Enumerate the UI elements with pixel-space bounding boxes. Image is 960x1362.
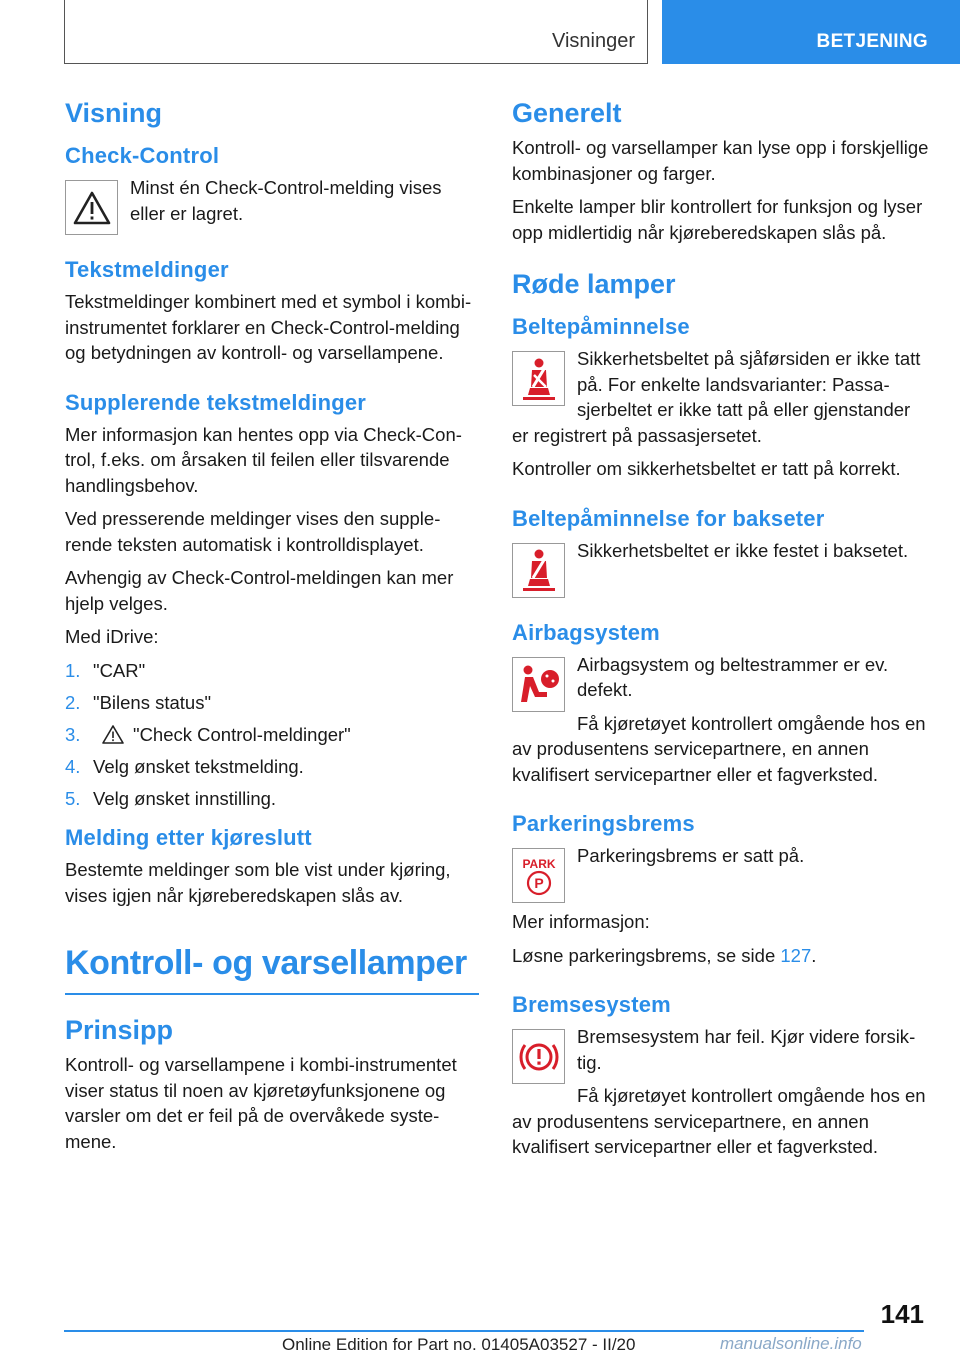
prinsipp-text: Kontroll- og varsellampene i kombi-instrumentet viser status til noen av kjøretøyfunksjonene og varsler om det er feil på de overvåkede systemene. xyxy=(65,1054,457,1152)
warning-triangle-icon xyxy=(65,180,118,235)
heading-visning: Visning xyxy=(65,98,163,128)
supplerende-p1: Mer informasjon kan hentes opp via Check-Control, f.eks. om årsaken til feilen eller tilsvarende handlingsbehov. xyxy=(65,423,462,496)
park-icon-label: PARK xyxy=(521,856,556,871)
right-column xyxy=(512,98,930,1168)
footer-rule xyxy=(64,1330,864,1332)
footer-watermark: manualsonline.info xyxy=(720,1334,862,1353)
brems-p2: Få kjøretøyet kontrollert omgående hos en av produsentens servicepartnere, en annen kvalifisert servicepartner eller et fagverksted. xyxy=(512,1085,926,1157)
page-number: 141 xyxy=(880,1299,924,1329)
heading-supplerende: Supplerende tekstmeldinger xyxy=(65,389,367,415)
supplerende-p4: Med iDrive: xyxy=(65,626,159,647)
heading-bremsesystem: Bremsesystem xyxy=(512,992,671,1017)
heading-airbagsystem: Airbagsystem xyxy=(512,619,660,645)
list-item: 2. "Bilens status" xyxy=(65,691,212,713)
heading-prinsipp: Prinsipp xyxy=(65,1015,174,1045)
tekstmeldinger-text: Tekstmeldinger kombinert med et symbol i kombi-instrumentet forklarer en Check-Control-melding og betydningen av kontroll- og varsellampene. xyxy=(65,291,472,363)
belte-bak-row xyxy=(512,538,930,604)
parking-brake-icon xyxy=(512,848,565,903)
seatbelt-icon xyxy=(512,351,565,406)
heading-tekstmeldinger: Tekstmeldinger xyxy=(65,257,229,282)
supplerende-p2: Ved presserende meldinger vises den supplerende teksten automatisk i kontrolldisplayet. xyxy=(65,508,441,555)
heading-beltepaminnelse-bakseter: Beltepåminnelse for bakseter xyxy=(512,505,825,531)
park-row xyxy=(512,843,930,909)
belte-bak-text: Sikkerhetsbeltet er ikke festet i baksetet. xyxy=(577,539,909,561)
generelt-p1: Kontroll- og varsellamper kan lyse opp i forskjellige kombinasjoner og farger. xyxy=(512,137,929,184)
heading-melding-etter: Melding etter kjøreslutt xyxy=(65,825,312,850)
page-link-127[interactable]: 127 xyxy=(780,944,812,966)
heading-rode-lamper: Røde lamper xyxy=(512,269,676,299)
header-chapter: BETJENING xyxy=(816,31,928,52)
belte-row xyxy=(512,346,930,456)
airbag-p2: Få kjøretøyet kontrollert omgående hos en av produsentens servicepartnere, en annen kvalifisert servicepartner eller et fagverksted. xyxy=(512,712,926,785)
generelt-p2: Enkelte lamper blir kontrollert for funksjon og lyser opp midlertidig når kjøreberedskapen slås på. xyxy=(512,196,923,243)
park-p3: Løsne parkeringsbrems, se side 127. xyxy=(512,944,817,966)
airbag-p1: Airbagsystem og beltestrammer er ev. defekt. xyxy=(577,653,889,700)
airbag-icon xyxy=(512,657,565,712)
belte-p1: Sikkerhetsbeltet på sjåførsiden er ikke tatt på. For enkelte landsvarianter: Passasjerbeltet er ikke tatt på eller gjenstander er registrert på passasjersetet. xyxy=(512,348,921,446)
svg-text:P: P xyxy=(533,874,544,891)
heading-parkeringsbrems: Parkeringsbrems xyxy=(512,811,695,836)
heading-beltepaminnelse: Beltepåminnelse xyxy=(512,314,690,339)
heading-kontroll-varsellamper: Kontroll- og varsellamper xyxy=(65,944,467,982)
list-item: 3. "Check Control-meldinger" xyxy=(65,723,351,745)
heading-generelt: Generelt xyxy=(512,98,622,128)
check-control-row xyxy=(65,175,479,241)
supplerende-p3: Avhengig av Check-Control-meldingen kan mer hjelp velges. xyxy=(65,567,454,614)
airbag-row xyxy=(512,652,930,796)
section-rule xyxy=(65,993,479,995)
list-item: 4. Velg ønsket tekstmelding. xyxy=(65,755,304,777)
list-item: 1. "CAR" xyxy=(65,659,146,681)
heading-check-control: Check-Control xyxy=(65,143,220,168)
brems-row xyxy=(512,1024,930,1168)
list-item: 5. Velg ønsket innstilling. xyxy=(65,787,277,809)
brems-p1: Bremsesystem har feil. Kjør videre forsiktig. xyxy=(577,1026,916,1073)
header-section: Visninger xyxy=(551,30,635,52)
footer-edition: Online Edition for Part no. 01405A03527 - II/20 xyxy=(282,1335,636,1354)
belte-p2: Kontroller om sikkerhetsbeltet er tatt på korrekt. xyxy=(512,458,901,479)
warning-triangle-small-icon xyxy=(101,724,125,745)
left-column xyxy=(65,98,479,1162)
header-chapter-tab xyxy=(662,0,960,64)
melding-text: Bestemte meldinger som ble vist under kjøring, vises igjen når kjøreberedskapen slås av. xyxy=(65,859,451,906)
rear-seatbelt-icon xyxy=(512,543,565,598)
brake-warning-icon xyxy=(512,1029,565,1084)
check-control-text: Minst én Check-Control-melding vises eller er lagret. xyxy=(130,177,442,224)
park-p2: Mer informasjon: xyxy=(512,911,650,932)
header-box xyxy=(64,0,648,64)
park-p1: Parkeringsbrems er satt på. xyxy=(577,845,805,866)
idrive-steps xyxy=(65,658,479,812)
